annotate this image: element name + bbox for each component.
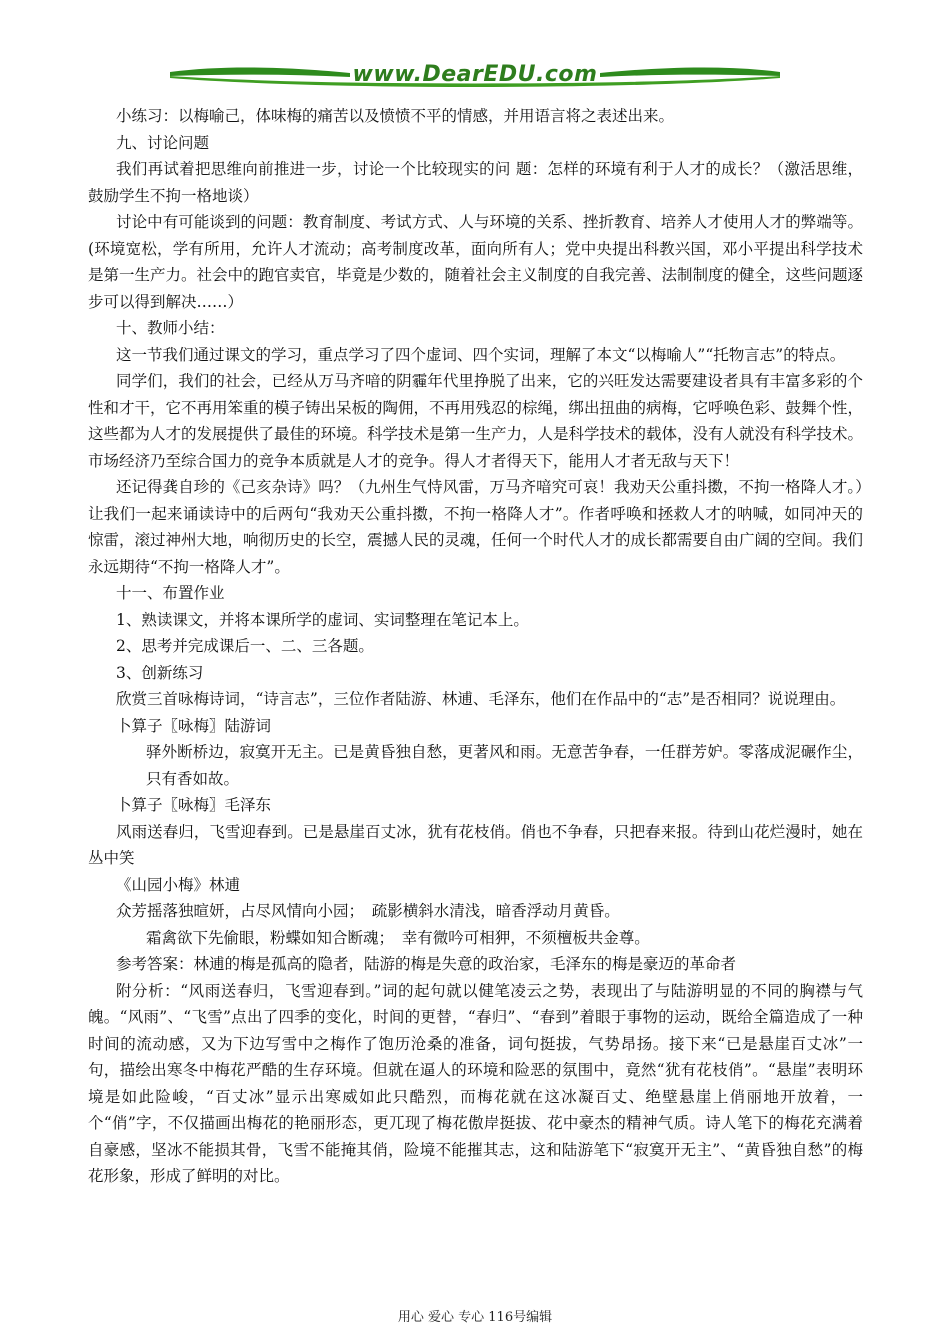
paragraph: 我们再试着把思维向前推进一步，讨论一个比较现实的问 题：怎样的环境有利于人才的成长？（激活思维，鼓励学生不拘一格地谈） (88, 160, 863, 205)
poem-title: 卜算子〖咏梅〗毛泽东 (116, 796, 272, 814)
answer-paragraph: 参考答案：林逋的梅是孤高的隐者，陆游的梅是失意的政治家，毛泽东的梅是豪迈的革命者 (116, 955, 737, 973)
poem-title: 卜算子〖咏梅〗陆游词 (116, 716, 272, 735)
page-footer: 用心 爱心 专心 116号编辑 (397, 1310, 553, 1325)
paragraph: 讨论中有可能谈到的问题：教育制度、考试方式、人与环境的关系、挫折教育、培养人才使用人才的弊端等。(环境宽松，学有所用，允许人才流动；高考制度改革，面向所有人；党中央提出科教兴国，邓小平提出科学技术是第一生产力。社会中的跑官卖官，毕竟是少数的，随着社会主义制度的自我完善、法制制度的健全，这些问题逐步可以得到解决……） (88, 213, 864, 311)
list-item: 3、创新练习 (116, 663, 204, 682)
section-heading: 十、教师小结： (116, 319, 225, 337)
poem-text: 风雨送春归，飞雪迎春到。已是悬崖百丈冰，犹有花枝俏。俏也不争春，只把春来报。待到山花烂漫时，她在丛中笑 (88, 822, 863, 867)
poem-text: 霜禽欲下先偷眼，粉蝶如知合断魂； 幸有微吟可相狎，不须檀板共金尊。 (146, 928, 650, 947)
document-body (88, 103, 863, 1190)
analysis-paragraph: 附分析：“风雨送春归，飞雪迎春到。”词的起句就以健笔凌云之势，表现出了与陆游明显的不同的胸襟与气魄。“风雨”、“飞雪”点出了四季的变化，时间的更替，“春归”、“春到”着眼于事物的运动，既给全篇造成了一种时间的流动感，又为下边写雪中之梅作了饱历沧桑的准备，词句挺拔，气势昂扬。接下来“已是悬崖百丈冰”一句，描绘出寒冬中梅花严酷的生存环境。但就在逼人的环境和险恶的氛围中，竟然“犹有花枝俏”。“悬崖”表明环境是如此险峻，“百丈冰”显示出寒威如此只酷烈，而梅花就在这冰凝百丈、绝壁悬崖上俏丽地开放着，一个“俏”字，不仅描画出梅花的艳丽形态，更兀现了梅花傲岸挺拔、花中豪杰的精神气质。诗人笔下的梅花充满着自豪感，坚冰不能损其骨，飞雪不能掩其俏，险境不能摧其志，这和陆游笔下“寂寞开无主”、“黄昏独自愁”的梅花形象，形成了鲜明的对比。 (88, 981, 863, 1185)
paragraph: 欣赏三首咏梅诗词，“诗言志”，三位作者陆游、林逋、毛泽东，他们在作品中的“志”是否相同？说说理由。 (116, 690, 846, 708)
site-url: www.DearEDU.com (352, 62, 598, 87)
section-heading: 九、讨论问题 (116, 133, 210, 152)
poem-text: 众芳摇落独暄妍，占尽风情向小园； 疏影横斜水清浅，暗香浮动月黄昏。 (116, 902, 620, 920)
poem-text: 驿外断桥边，寂寞开无主。已是黄昏独自愁，更著风和雨。无意苦争春，一任群芳妒。零落成泥碾作尘，只有香如故。 (146, 743, 863, 788)
paragraph: 这一节我们通过课文的学习，重点学习了四个虚词、四个实词，理解了本文“以梅喻人”“托物言志”的特点。 (116, 345, 846, 364)
paragraph: 小练习：以梅喻己，体味梅的痛苦以及愤愤不平的情感，并用语言将之表述出来。 (116, 107, 675, 125)
site-banner (170, 60, 780, 100)
poem-title: 《山园小梅》林逋 (116, 875, 241, 894)
list-item: 1、熟读课文，并将本课所学的虚词、实词整理在笔记本上。 (116, 610, 529, 629)
section-heading: 十一、布置作业 (116, 584, 225, 602)
paragraph: 还记得龚自珍的《己亥杂诗》吗？（九州生气恃风雷，万马齐喑究可哀！我劝天公重抖擞，不拘一格降人才。）让我们一起来诵读诗中的后两句“我劝天公重抖擞，不拘一格降人才”。作者呼唤和拯救人才的呐喊，如同冲天的惊雷，滚过神州大地，响彻历史的长空，震撼人民的灵魂，任何一个时代人才的成长都需要自由广阔的空间。我们永远期待“不拘一格降人才”。 (88, 478, 864, 576)
paragraph: 同学们，我们的社会，已经从万马齐喑的阴霾年代里挣脱了出来，它的兴旺发达需要建设者具有丰富多彩的个性和才干，它不再用笨重的模子铸出呆板的陶佣，不再用残忍的棕绳，绑出扭曲的病梅，它呼唤色彩、鼓舞个性，这些都为人才的发展提供了最佳的环境。科学技术是第一生产力，人是科学技术的载体，没有人就没有科学技术。市场经济乃至综合国力的竞争本质就是人才的竞争。得人才者得天下，能用人才者无敌与天下！ (88, 372, 864, 470)
list-item: 2、思考并完成课后一、二、三各题。 (116, 637, 374, 655)
